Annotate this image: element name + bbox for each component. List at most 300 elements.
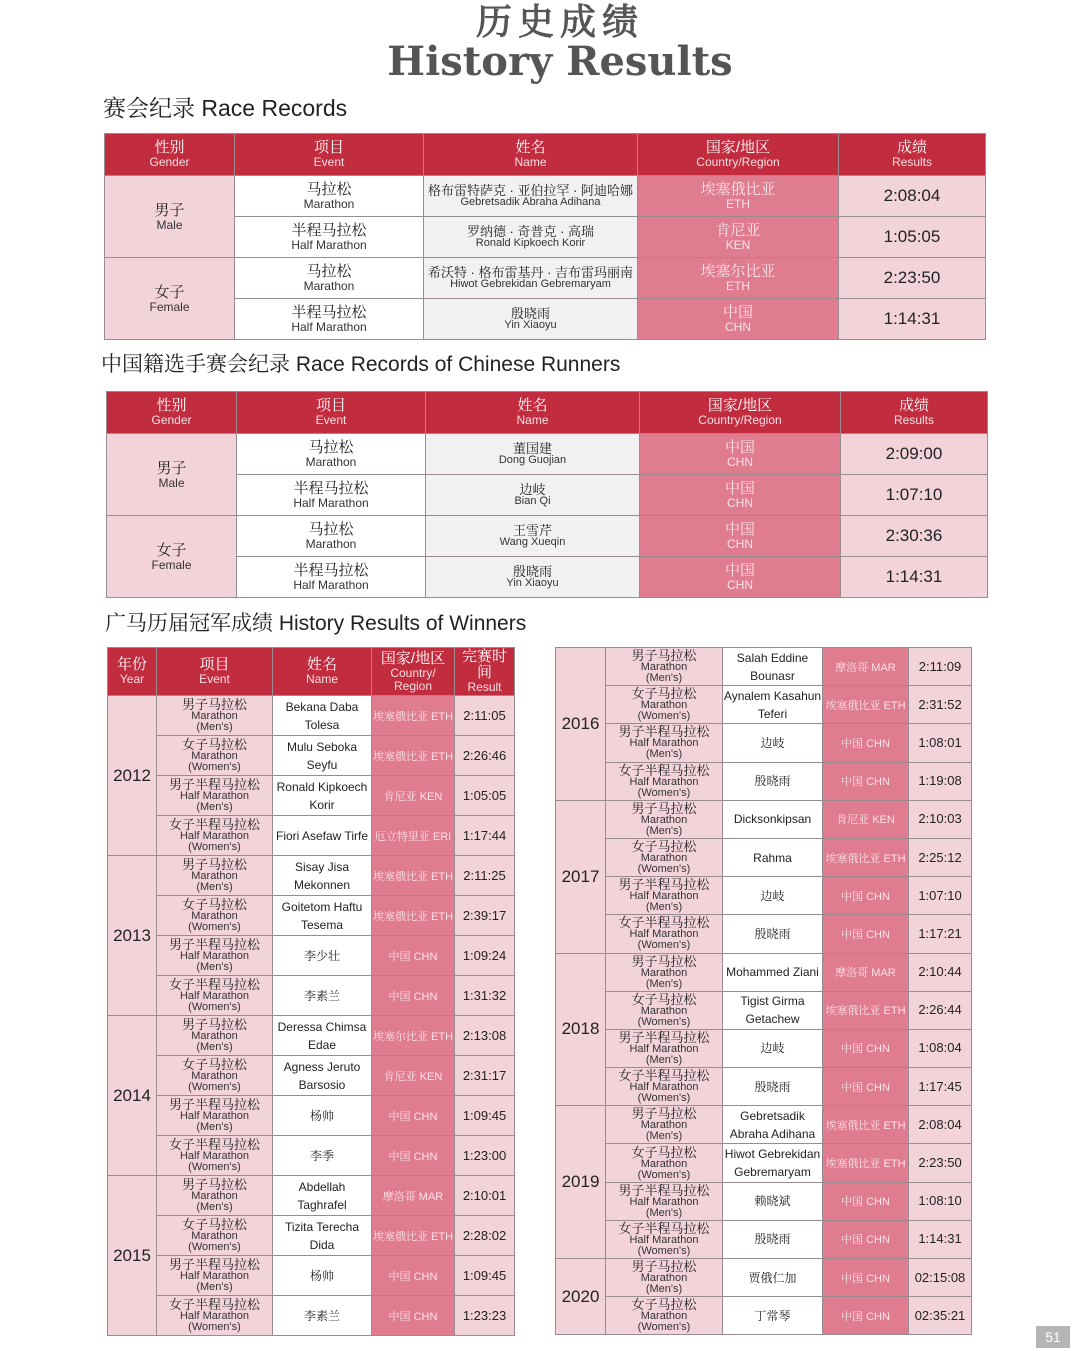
country-cell — [638, 176, 839, 217]
winner-name: Goitetom Haftu Tesema — [281, 899, 363, 932]
event-en-text: Marathon — [191, 1190, 238, 1202]
cell-cn-text: 中国 — [722, 304, 753, 321]
event-sub-text: (Women's) — [188, 1321, 241, 1333]
result-cell — [909, 1297, 972, 1335]
event-sub-text: (Men's) — [196, 961, 233, 973]
year-text: 2016 — [561, 713, 600, 733]
event-sub-text: (Men's) — [645, 672, 683, 685]
event-cn-text: 男子半程马拉松 — [618, 877, 710, 893]
result-text: 2:09:00 — [885, 444, 943, 463]
winner-name: 殷晓雨 — [754, 1232, 791, 1247]
name-cell — [273, 936, 372, 976]
cell-en-text: CHN — [727, 578, 753, 592]
country-text: 中国 CHN — [841, 1310, 890, 1323]
event-cell — [606, 800, 723, 838]
cell-cn-text: 殷晓雨 — [512, 564, 552, 579]
event-cell — [606, 838, 723, 876]
country-text: 中国 CHN — [388, 1150, 438, 1163]
event-en-text: Half Marathon — [179, 1310, 250, 1322]
year-text: 2019 — [561, 1172, 600, 1192]
event-en-text: Marathon — [640, 661, 688, 674]
table-row — [556, 762, 972, 800]
cell-en-text: ETH — [726, 279, 750, 293]
event-en-text: Half Marathon — [179, 1150, 250, 1162]
event-sub-text: (Men's) — [196, 1281, 233, 1293]
event-sub-text: (Women's) — [188, 1001, 241, 1013]
result-text: 2:10:03 — [918, 811, 962, 827]
event-sub-text: (Men's) — [196, 1121, 233, 1133]
event-en-text: Marathon — [191, 1070, 238, 1082]
result-text: 1:19:08 — [918, 773, 962, 789]
winner-name: 边岐 — [760, 888, 785, 903]
year-text: 2013 — [113, 925, 151, 945]
result-cell — [909, 953, 972, 991]
cell-en-text: Marathon — [305, 537, 357, 551]
year-cell — [556, 953, 606, 1106]
cell-cn-text: 希沃特 · 格布雷基丹 · 吉布雷玛丽南 — [427, 265, 634, 280]
country-cell — [823, 1106, 909, 1144]
event-cell — [606, 1106, 723, 1144]
result-cell — [909, 686, 972, 724]
race-records-table — [104, 133, 986, 340]
country-cell — [372, 1176, 455, 1216]
winner-name: Aynalem Kasahun Teferi — [723, 688, 822, 721]
cell-cn-text: 马拉松 — [308, 439, 354, 456]
table-row — [108, 1256, 515, 1296]
name-cell — [723, 1144, 823, 1182]
name-cell — [426, 516, 640, 557]
cell-cn-text: 男子 — [154, 201, 185, 219]
event-cell — [157, 1296, 273, 1336]
result-cell — [455, 1136, 515, 1176]
result-cell — [455, 896, 515, 936]
table-row — [108, 1016, 515, 1056]
event-en-text: Marathon — [191, 750, 238, 762]
name-cell — [424, 217, 638, 258]
name-header — [273, 648, 372, 696]
result-cell — [839, 258, 986, 299]
event-cell — [606, 648, 723, 686]
gender-header-cn: 性别 — [156, 397, 187, 414]
name-cell — [273, 896, 372, 936]
country-header-en: Country/Region — [698, 413, 782, 427]
event-sub-text: (Women's) — [637, 939, 691, 952]
event-cell — [606, 915, 723, 953]
name-header-cn: 姓名 — [517, 397, 548, 414]
event-cell — [157, 1176, 273, 1216]
cell-en-text: Female — [151, 557, 192, 572]
event-en-text: Half Marathon — [179, 950, 250, 962]
event-header-cn: 项目 — [313, 139, 344, 156]
event-en-text: Half Marathon — [179, 790, 250, 802]
event-header — [237, 392, 426, 434]
country-text: 摩洛哥 MAR — [382, 1190, 444, 1203]
event-sub-text: (Women's) — [637, 863, 691, 876]
section-race-records-title: 赛会纪录 Race Records — [103, 95, 348, 121]
event-sub-text: (Men's) — [645, 1283, 683, 1296]
country-cell — [823, 1182, 909, 1220]
event-cell — [606, 1297, 723, 1335]
event-cell — [157, 1216, 273, 1256]
country-cell — [823, 800, 909, 838]
event-cn-text: 男子马拉松 — [631, 800, 697, 816]
table-row — [556, 1144, 972, 1182]
cell-en-text: Male — [156, 217, 183, 232]
event-en-text: Marathon — [640, 966, 688, 979]
event-header-en: Event — [315, 413, 347, 427]
result-text: 1:05:05 — [462, 787, 507, 803]
header-row — [108, 648, 515, 696]
event-cn-text: 女子马拉松 — [181, 897, 247, 912]
cell-en-text: KEN — [725, 238, 751, 252]
cell-cn-text: 中国 — [724, 562, 755, 579]
table-row — [108, 776, 515, 816]
country-text: 中国 CHN — [841, 776, 890, 789]
winner-name: Mohammed Ziani — [726, 965, 819, 980]
event-sub-text: (Men's) — [196, 801, 233, 813]
event-cell — [606, 686, 723, 724]
cell-cn-text: 肯尼亚 — [715, 222, 761, 239]
result-header-cn: 成绩 — [896, 139, 927, 156]
event-cell — [157, 1136, 273, 1176]
result-cell — [909, 1182, 972, 1220]
event-sub-text: (Women's) — [637, 1168, 691, 1181]
winner-name: 殷晓雨 — [754, 774, 791, 789]
result-cell — [455, 1256, 515, 1296]
result-header — [455, 648, 515, 696]
table-row — [107, 557, 988, 598]
name-cell — [723, 1259, 823, 1297]
country-text: 埃塞俄比亚 ETH — [372, 710, 454, 723]
country-cell — [823, 686, 909, 724]
winner-name: 边岐 — [760, 1041, 785, 1056]
winner-name: 丁常琴 — [754, 1308, 791, 1323]
event-cn-text: 女子马拉松 — [631, 1297, 697, 1313]
section-chinese-records-title: 中国籍选手赛会纪录 Race Records of Chinese Runners — [101, 353, 621, 376]
event-en-text: Marathon — [640, 813, 688, 826]
event-cn-text: 女子半程马拉松 — [618, 915, 710, 931]
winner-name: 边岐 — [760, 735, 785, 750]
result-cell — [909, 724, 972, 762]
cell-en-text: Female — [149, 299, 190, 314]
country-text: 中国 CHN — [841, 1081, 890, 1094]
result-cell — [909, 915, 972, 953]
table-row — [556, 686, 972, 724]
country-cell — [372, 1096, 455, 1136]
country-text: 埃塞俄比亚 ETH — [825, 1119, 906, 1132]
name-header-cn: 姓名 — [515, 139, 546, 156]
country-cell — [372, 1016, 455, 1056]
event-sub-text: (Men's) — [645, 901, 683, 914]
name-cell — [273, 1256, 372, 1296]
event-cell — [157, 816, 273, 856]
name-header-cn: 姓名 — [306, 656, 337, 673]
cell-cn-text: 马拉松 — [306, 181, 352, 198]
cell-en-text: Half Marathon — [293, 578, 369, 592]
name-cell — [273, 1136, 372, 1176]
result-cell — [909, 1144, 972, 1182]
table-row — [556, 648, 972, 686]
country-cell — [823, 838, 909, 876]
year-cell — [556, 1259, 606, 1335]
event-cn-text: 男子马拉松 — [631, 648, 697, 664]
result-header-en: Results — [893, 413, 934, 427]
country-text: 摩洛哥 MAR — [835, 661, 896, 674]
cell-en-text: Gebretsadik Abraha Adihana — [460, 196, 601, 208]
event-cell — [157, 976, 273, 1016]
country-header — [640, 392, 841, 434]
event-sub-text: (Women's) — [637, 786, 691, 799]
country-cell — [823, 877, 909, 915]
result-cell — [455, 776, 515, 816]
country-text: 肯尼亚 KEN — [836, 814, 895, 827]
table-row — [556, 1106, 972, 1144]
country-header-cn: 国家/地区 — [707, 397, 773, 414]
cell-en-text: CHN — [727, 496, 753, 510]
event-cell — [606, 724, 723, 762]
event-sub-text: (Women's) — [188, 1081, 241, 1093]
name-cell — [723, 724, 823, 762]
page-title-en: History Results — [387, 38, 733, 85]
name-cell — [273, 816, 372, 856]
result-text: 2:08:04 — [883, 186, 941, 205]
result-text: 1:17:21 — [918, 925, 962, 941]
country-cell — [823, 1297, 909, 1335]
result-header-cn: 完赛时间 — [461, 648, 507, 681]
event-en-text: Half Marathon — [629, 890, 699, 903]
event-cn-text: 男子马拉松 — [181, 857, 247, 872]
event-sub-text: (Men's) — [645, 1053, 683, 1066]
event-cell — [235, 217, 424, 258]
country-cell — [638, 217, 839, 258]
event-cell — [237, 475, 426, 516]
year-text: 2012 — [113, 765, 151, 785]
result-text: 1:31:32 — [462, 987, 507, 1003]
name-header — [426, 392, 640, 434]
cell-en-text: CHN — [725, 320, 751, 334]
table-row — [556, 1182, 972, 1220]
country-cell — [640, 516, 841, 557]
country-cell — [638, 258, 839, 299]
name-cell — [273, 1296, 372, 1336]
event-cell — [606, 953, 723, 991]
winner-name: 李素兰 — [303, 1308, 340, 1323]
table-row — [556, 915, 972, 953]
table-row — [108, 896, 515, 936]
country-text: 中国 CHN — [388, 1110, 438, 1123]
name-cell — [723, 1297, 823, 1335]
name-cell — [426, 475, 640, 516]
name-cell — [273, 776, 372, 816]
cell-cn-text: 埃塞俄比亚 — [700, 181, 776, 198]
table-row — [108, 816, 515, 856]
table-row — [556, 1220, 972, 1258]
country-cell — [823, 991, 909, 1029]
country-cell — [372, 776, 455, 816]
event-cn-text: 男子半程马拉松 — [168, 1097, 260, 1112]
winner-name: 杨帅 — [309, 1268, 334, 1283]
event-cell — [237, 434, 426, 475]
name-cell — [723, 1106, 823, 1144]
result-text: 1:08:04 — [918, 1040, 962, 1056]
event-sub-text: (Men's) — [196, 721, 233, 733]
event-en-text: Half Marathon — [179, 830, 250, 842]
result-cell — [909, 800, 972, 838]
name-cell — [723, 953, 823, 991]
table-row — [105, 258, 986, 299]
name-cell — [273, 1176, 372, 1216]
winner-name: Rahma — [753, 850, 792, 865]
year-text: 2020 — [561, 1286, 600, 1306]
winner-name: 殷晓雨 — [754, 1079, 791, 1094]
event-cn-text: 女子马拉松 — [181, 1217, 247, 1232]
cell-cn-text: 半程马拉松 — [291, 222, 367, 239]
table-row — [556, 800, 972, 838]
year-header-en: Year — [119, 672, 145, 686]
event-cell — [157, 776, 273, 816]
name-cell — [723, 838, 823, 876]
result-text: 2:08:04 — [918, 1116, 962, 1132]
result-text: 1:14:31 — [885, 567, 943, 586]
year-cell — [108, 1176, 157, 1336]
country-cell — [823, 953, 909, 991]
result-cell — [909, 648, 972, 686]
country-header — [638, 134, 839, 176]
page-number: 51 — [1036, 1326, 1070, 1348]
result-cell — [455, 976, 515, 1016]
country-cell — [823, 915, 909, 953]
cell-cn-text: 殷晓雨 — [510, 306, 550, 321]
result-cell — [455, 736, 515, 776]
cell-en-text: Half Marathon — [291, 320, 367, 334]
table-row — [556, 991, 972, 1029]
cell-cn-text: 格布雷特萨克 · 亚伯拉罕 · 阿迪哈娜 — [427, 183, 634, 198]
result-cell — [909, 762, 972, 800]
year-header-cn: 年份 — [116, 656, 147, 673]
event-cn-text: 女子马拉松 — [181, 737, 247, 752]
winner-name: 殷晓雨 — [754, 926, 791, 941]
country-cell — [823, 1220, 909, 1258]
event-cell — [235, 176, 424, 217]
country-cell — [823, 1144, 909, 1182]
table-row — [108, 696, 515, 736]
cell-en-text: Male — [158, 475, 185, 490]
cell-cn-text: 中国 — [724, 521, 755, 538]
cell-cn-text: 埃塞尔比亚 — [700, 263, 776, 280]
event-cell — [235, 299, 424, 340]
event-cn-text: 男子半程马拉松 — [618, 724, 710, 740]
name-cell — [723, 762, 823, 800]
country-header-cn: 国家/地区 — [380, 649, 446, 667]
result-text: 2:23:50 — [918, 1155, 962, 1171]
gender-header-en: Gender — [151, 413, 192, 427]
country-text: 中国 CHN — [841, 737, 890, 750]
event-en-text: Half Marathon — [179, 1270, 250, 1282]
result-text: 2:13:08 — [462, 1027, 507, 1043]
event-en-text: Marathon — [191, 910, 238, 922]
winner-name: Ronald Kipkoech Korir — [276, 779, 368, 812]
table-row — [556, 953, 972, 991]
event-sub-text: (Women's) — [637, 1321, 691, 1334]
table-row — [108, 1096, 515, 1136]
result-header — [839, 134, 986, 176]
country-text: 埃塞俄比亚 ETH — [372, 910, 454, 923]
event-cell — [157, 696, 273, 736]
table-row — [108, 936, 515, 976]
country-cell — [372, 1056, 455, 1096]
winner-name: 李素兰 — [303, 988, 340, 1003]
result-cell — [839, 217, 986, 258]
name-cell — [273, 1056, 372, 1096]
result-text: 2:11:25 — [463, 867, 506, 883]
event-en-text: Half Marathon — [629, 928, 699, 941]
event-cn-text: 男子马拉松 — [631, 953, 697, 969]
result-cell — [909, 1259, 972, 1297]
year-cell — [108, 1016, 157, 1176]
header-row — [107, 392, 988, 434]
table-row — [108, 736, 515, 776]
table-row — [105, 217, 986, 258]
country-header-en: Country/Region — [696, 155, 780, 169]
country-header — [372, 648, 455, 696]
country-text: 中国 CHN — [841, 890, 890, 903]
name-cell — [424, 176, 638, 217]
country-cell — [372, 736, 455, 776]
result-cell — [455, 1176, 515, 1216]
event-cn-text: 男子半程马拉松 — [168, 937, 260, 952]
result-cell — [909, 1068, 972, 1106]
event-cn-text: 女子马拉松 — [631, 1144, 697, 1160]
country-cell — [823, 762, 909, 800]
country-text: 肯尼亚 KEN — [383, 790, 443, 803]
name-cell — [273, 1216, 372, 1256]
event-sub-text: (Men's) — [196, 1041, 233, 1053]
name-cell — [723, 991, 823, 1029]
name-cell — [273, 696, 372, 736]
event-sub-text: (Men's) — [645, 1206, 683, 1219]
event-en-text: Marathon — [191, 1230, 238, 1242]
result-text: 2:11:09 — [918, 658, 962, 674]
event-cell — [157, 896, 273, 936]
table-row — [108, 976, 515, 1016]
winner-name: Sisay Jisa Mekonnen — [293, 859, 351, 892]
event-cn-text: 女子马拉松 — [631, 991, 697, 1007]
country-text: 埃塞俄比亚 ETH — [825, 1158, 906, 1171]
cell-cn-text: 中国 — [724, 480, 755, 497]
name-cell — [273, 1096, 372, 1136]
event-cn-text: 男子半程马拉松 — [618, 1182, 710, 1198]
event-cell — [157, 936, 273, 976]
country-text: 中国 CHN — [841, 1043, 890, 1056]
result-text: 2:30:36 — [885, 526, 943, 545]
country-text: 埃塞俄比亚 ETH — [372, 1230, 454, 1243]
winner-name: Agness Jeruto Barsosio — [283, 1059, 361, 1092]
country-text: 埃塞俄比亚 ETH — [825, 1005, 906, 1018]
country-text: 中国 CHN — [841, 1272, 890, 1285]
gender-header — [105, 134, 235, 176]
cell-cn-text: 半程马拉松 — [293, 480, 369, 497]
winner-name: Dicksonkipsan — [733, 812, 812, 827]
cell-en-text: Wang Xueqin — [499, 536, 566, 548]
name-header-en: Name — [514, 155, 547, 169]
result-text: 2:10:44 — [918, 964, 962, 980]
table-row — [556, 1068, 972, 1106]
name-cell — [723, 800, 823, 838]
cell-en-text: Hiwot Gebrekidan Gebremaryam — [450, 278, 611, 290]
name-cell — [273, 856, 372, 896]
country-text: 中国 CHN — [388, 1310, 438, 1323]
name-cell — [723, 915, 823, 953]
